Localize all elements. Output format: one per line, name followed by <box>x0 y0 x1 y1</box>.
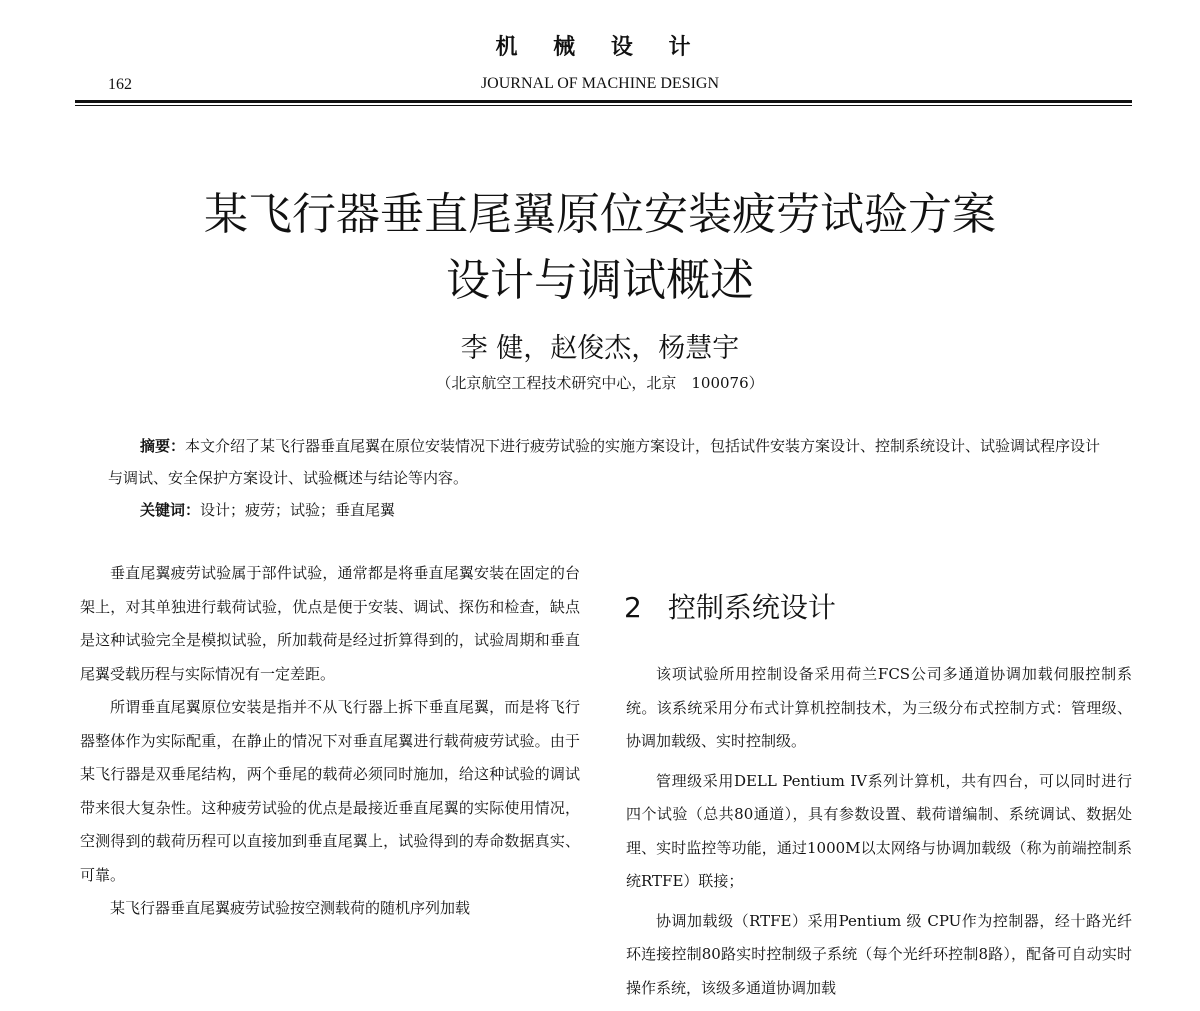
body-paragraph: 协调加载级（RTFE）采用Pentium 级 CPU作为控制器，经十路光纤环连接控制80路实时控制级子系统（每个光纤环控制8路），配备可自动实时操作系统，该级多通道协调加载 <box>626 911 1132 997</box>
section-title: 控制系统设计 <box>667 591 836 624</box>
abstract-text: 本文介绍了某飞行器垂直尾翼在原位安装情况下进行疲劳试验的实施方案设计，包括试件安装方案设计、控制系统设计、试验调试程序设计与调试、安全保护方案设计、试验概述与结论等内容。 <box>108 437 1101 487</box>
authors: 李 健，赵俊杰，杨慧宇 <box>460 333 740 364</box>
right-column <box>626 658 1132 1011</box>
journal-title-cn: 机 械 设 计 <box>495 35 705 60</box>
journal-title-en: JOURNAL OF MACHINE DESIGN <box>480 75 720 92</box>
abstract-label: 摘要： <box>140 437 186 455</box>
paper-title-line2: 设计与调试概述 <box>446 255 754 306</box>
body-paragraph: 垂直尾翼疲劳试验属于部件试验，通常都是将垂直尾翼安装在固定的台架上，对其单独进行载荷试验，优点是便于安装、调试、探伤和检查，缺点是这种试验完全是模拟试验，所加载荷是经过折算得到的，试验周期和垂直尾翼受载历程与实际情况有一定差距。 <box>80 564 580 683</box>
affiliation: （北京航空工程技术研究中心，北京 100076） <box>436 374 764 392</box>
section-heading <box>624 586 836 626</box>
body-paragraph: 所谓垂直尾翼原位安装是指并不从飞行器上拆下垂直尾翼，而是将飞行器整体作为实际配重，在静止的情况下对垂直尾翼进行载荷疲劳试验。由于某飞行器是双垂尾结构，两个垂尾的载荷必须同时施加，给这种试验的调试带来很大复杂性。这种疲劳试验的优点是最接近垂直尾翼的实际使用情况，空测得到的载荷历程可以直接加到垂直尾翼上，试验得到的寿命数据真实、可靠。 <box>80 698 580 884</box>
page-number: 162 <box>108 76 132 93</box>
keywords-label: 关键词： <box>140 501 201 519</box>
left-column <box>80 557 580 926</box>
keywords-text: 设计；疲劳；试验；垂直尾翼 <box>200 501 396 519</box>
header-rule-thin <box>75 105 1132 106</box>
section-number: 2 <box>624 591 642 624</box>
paper-title-line1: 某飞行器垂直尾翼原位安装疲劳试验方案 <box>204 189 996 240</box>
body-paragraph: 该项试验所用控制设备采用荷兰FCS公司多通道协调加载伺服控制系统。该系统采用分布式计算机控制技术，为三级分布式控制方式：管理级、协调加载级、实时控制级。 <box>626 665 1132 750</box>
body-paragraph: 某飞行器垂直尾翼疲劳试验按空测载荷的随机序列加载 <box>110 899 471 917</box>
keywords <box>140 494 395 526</box>
body-paragraph: 管理级采用DELL Pentium IV系列计算机，共有四台，可以同时进行四个试验（总共80通道），具有参数设置、载荷谱编制、系统调试、数据处理、实时监控等功能，通过1000M以太网络与协调加载级（称为前端控制系统RTFE）联接； <box>626 771 1132 890</box>
header-rule <box>75 100 1132 103</box>
abstract <box>108 430 1108 494</box>
